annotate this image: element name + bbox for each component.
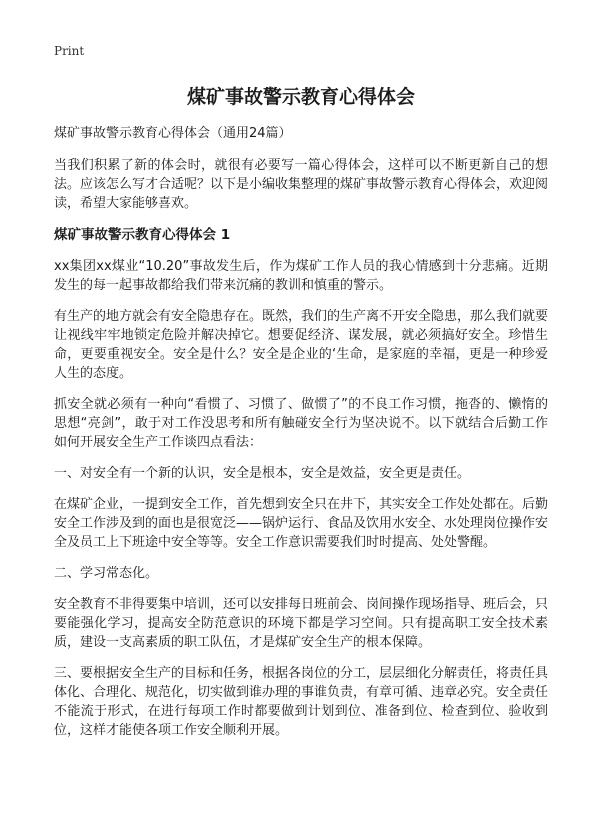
body-paragraph: 在煤矿企业，一提到安全工作，首先想到安全只在井下，其实安全工作处处都在。后勤安全工作涉及到的面也是很宽泛——锅炉运行、食品及饮用水安全、水处理岗位操作安全及员工上下班途中安全等等。安全工作意识需要我们时时提高、处处警醒。 (54, 497, 549, 550)
section-heading: 煤矿事故警示教育心得体会 1 (54, 227, 231, 243)
body-paragraph: 安全教育不非得要集中培训，还可以安排每日班前会、岗间操作现场指导、班后会，只要能强化学习，提高安全防范意识的环境下都是学习空间。只有提高职工安全技术素质，建设一支高素质的职工队伍，才是煤矿安全生产的根本保障。 (54, 597, 549, 650)
body-paragraph: xx集团xx煤业“10.20”事故发生后，作为煤矿工作人员的我心情感到十分悲痛。近期发生的每一起事故都给我们带来沉痛的教训和慎重的警示。 (54, 259, 548, 293)
body-paragraph: 有生产的地方就会有安全隐患存在。既然，我们的生产离不开安全隐患，那么我们就要让视线牢牢地锁定危险并解决掉它。想要促经济、谋发展，就必须搞好安全。珍惜生命，更要重视安全。安全是什么？安全是企业的‘生命，是家庭的幸福，更是一种珍爱人生的态度。 (54, 309, 549, 381)
intro-paragraph: 当我们积累了新的体会时，就很有必要写一篇心得体会，这样可以不断更新自己的想法。应该怎么写才合适呢？以下是小编收集整理的煤矿事故警示教育心得体会，欢迎阅读，希望大家能够喜欢。 (54, 158, 549, 211)
body-paragraph: 抓安全就必须有一种向“看惯了、习惯了、做惯了”的不良工作习惯，拖沓的、懒惰的思想“亮剑”，敢于对工作没思考和所有触碰安全行为坚决说不。以下就结合后勤工作如何开展安全生产工作谈四点看法： (54, 397, 548, 450)
document-subtitle: 煤矿事故警示教育心得体会（通用24篇） (54, 126, 292, 141)
print-link[interactable]: Print (54, 44, 85, 58)
body-paragraph: 三、要根据安全生产的目标和任务，根据各岗位的分工，层层细化分解责任，将责任具体化、合理化、规范化，切实做到谁办理的事谁负责，有章可循、违章必究。安全责任不能流于形式，在进行每项工作时都要做到计划到位、准备到位、检查到位、验收到位，这样才能使各项工作安全顺利开展。 (54, 666, 549, 738)
body-paragraph: 二、学习常态化。 (54, 566, 159, 581)
page-title: 煤矿事故警示教育心得体会 (186, 86, 415, 108)
body-paragraph: 一、对安全有一个新的认识，安全是根本，安全是效益，安全更是责任。 (54, 466, 471, 481)
